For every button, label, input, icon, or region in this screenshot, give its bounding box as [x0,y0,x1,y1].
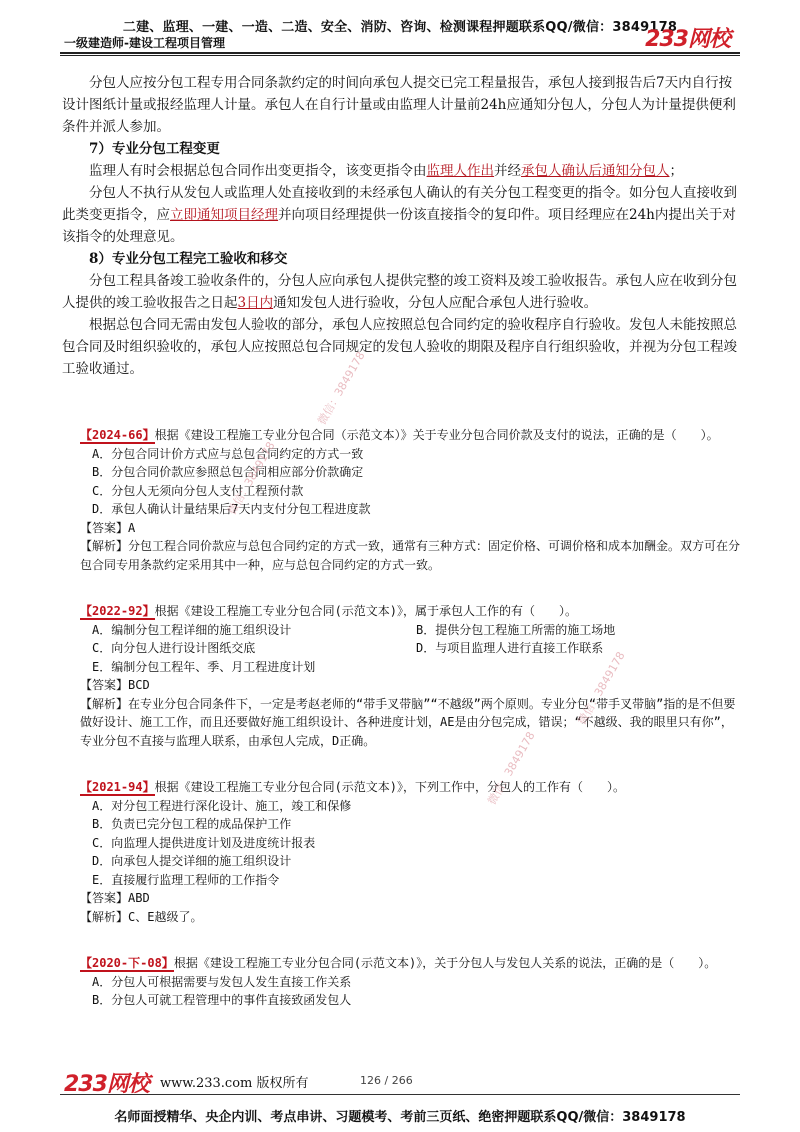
option-d: D．向承包人提交详细的施工组织设计 [92,854,292,868]
option-d: D．承包人确认计量结果后7天内支付分包工程进度款 [92,502,371,516]
answer: 【答案】BCD [80,678,150,692]
answer: 【答案】A [80,520,136,535]
option-b: B．分包合同价款应参照总包合同相应部分价款确定 [92,465,364,479]
highlight-notify-manager: 立即通知项目经理 [170,207,278,223]
footer-contact-line: 名师面授精华、央企内训、考点串讲、习题模考、考前三页纸、绝密押题联系QQ/微信：3849178 [114,1110,686,1125]
watermark: 微信：3849178 [485,729,538,808]
question-stem: 根据《建设工程施工专业分包合同(示范文本)》，关于分包人与发包人关系的说法，正确的是（ ）。 [173,956,717,970]
brand-logo: 233网校 [645,27,730,52]
document-subtitle: 一级建造师-建设工程项目管理 [64,36,225,50]
option-row [80,621,740,640]
option-a: A．分包合同计价方式应与总包合同约定的方式一致 [92,446,364,461]
footer-divider [60,1094,740,1095]
paragraph-direct-instruction: 分包人不执行从发包人或监理人处直接收到的未经承包人确认的有关分包工程变更的指令。如分包人直接收到此类变更指令，应立即通知项目经理并向项目经理提供一份该直接指令的复印件。项目经理应在24h内提出关于对该指令的处理意见。 [62,185,737,245]
watermark: 微信：3849178 [575,649,628,728]
body-section [62,72,738,380]
question-2022-92 [80,602,740,750]
question-stem: 根据《建设工程施工专业分包合同（示范文本）》关于专业分包合同价款及支付的说法，正确的是（ ）。 [154,428,719,442]
analysis: 【解析】分包工程合同价款应与总包合同约定的方式一致，通常有三种方式：固定价格、可调价格和成本加酬金。双方可在分包合同专用条款约定采用其中一种，应与总包合同约定的方式一致。 [80,539,741,572]
paragraph-variation-order: 监理人有时会根据总包合同作出变更指令，该变更指令由监理人作出并经承包人确认后通知分包人； [89,163,683,179]
heading-variation: 7）专业分包工程变更 [89,141,220,157]
watermark: 微信：3849178 [315,349,368,428]
watermark: 微信：3849178 [225,439,278,518]
option-c: C．向监理人提供进度计划及进度统计报表 [92,835,316,850]
question-tag: 【2021-94】 [80,780,155,794]
question-tag: 【2020-下-08】 [80,956,174,970]
footer-logo: 233网校 [64,1072,149,1097]
option-e: E．直接履行监理工程师的工作指令 [92,872,280,887]
highlight-3-days: 3日内 [237,295,274,311]
page-number: 126 / 266 [360,1074,413,1087]
option-b: B．负责已完分包工程的成品保护工作 [92,817,292,831]
paragraph-self-acceptance: 根据总包合同无需由发包人验收的部分，承包人应按照总包合同约定的验收程序自行验收。发包人未能按照总包合同及时组织验收的，承包人应按照总包合同规定的发包人验收的期限及程序自行组织验收，并视为分包工程竣工验收通过。 [62,317,737,377]
option-row [80,639,740,658]
paragraph-acceptance: 分包工程具备竣工验收条件的，分包人应向承包人提供完整的竣工资料及竣工验收报告。承包人应在收到分包人提供的竣工验收报告之日起3日内通知发包人进行验收，分包人应配合承包人进行验收。 [62,273,737,311]
analysis: 【解析】在专业分包合同条件下，一定是考赵老师的“带手叉带脑”“不越级”两个原则。专业分包“带手叉带脑”指的是不但要做好设计、施工工作，而且还要做好施工组织设计、各种进度计划，AE是由分包完成，错误；“不越级、我的眼里只有你”，专业分包不直接与监理人联系，由承包人完成，D正确。 [80,696,736,748]
option-b: B．分包人可就工程管理中的事件直接致函发包人 [92,993,352,1007]
option-a: A．对分包工程进行深化设计、施工，竣工和保修 [92,798,352,813]
option-e: E．编制分包工程年、季、月工程进度计划 [92,659,316,674]
question-tag: 【2022-92】 [80,604,155,618]
header-divider [60,52,740,54]
question-2021-94 [80,778,740,926]
header-contact-line: 二建、监理、一建、一造、二造、安全、消防、咨询、检测课程押题联系QQ/微信：3849178 [122,20,678,35]
highlight-supervisor: 监理人作出 [426,163,494,179]
analysis: 【解析】C、E越级了。 [80,909,203,924]
answer: 【答案】ABD [80,891,150,905]
question-2024-66 [80,426,740,574]
option-a: A．分包人可根据需要与发包人发生直接工作关系 [92,974,352,989]
heading-acceptance: 8）专业分包工程完工验收和移交 [89,251,288,267]
question-stem: 根据《建设工程施工专业分包合同(示范文本)》，下列工作中，分包人的工作有（ ）。 [154,780,626,794]
option-c: C．向分包人进行设计图纸交底 [92,641,256,655]
highlight-contractor-confirm: 承包人确认后通知分包人 [521,163,670,179]
question-2020-08 [80,954,740,1010]
option-c: C．分包人无须向分包人支付工程预付款 [92,483,304,498]
question-stem: 根据《建设工程施工专业分包合同(示范文本)》，属于承包人工作的有（ ）。 [154,604,578,618]
option-d: D．与项目监理人进行直接工作联系 [416,641,604,655]
paragraph-measurement: 分包人应按分包工程专用合同条款约定的时间向承包人提交已完工程量报告，承包人接到报告后7天内自行按设计图纸计量或报经监理人计量。承包人在自行计量或由监理人计量前24h应通知分包人，分包人为计量提供便利条件并派人参加。 [62,75,736,135]
header-divider-thin [60,55,740,56]
question-tag: 【2024-66】 [80,428,155,442]
option-b: B．提供分包工程施工所需的施工场地 [416,622,616,637]
footer-site[interactable]: www.233.com 版权所有 [160,1076,309,1091]
option-a: A．编制分包工程详细的施工组织设计 [92,622,292,637]
